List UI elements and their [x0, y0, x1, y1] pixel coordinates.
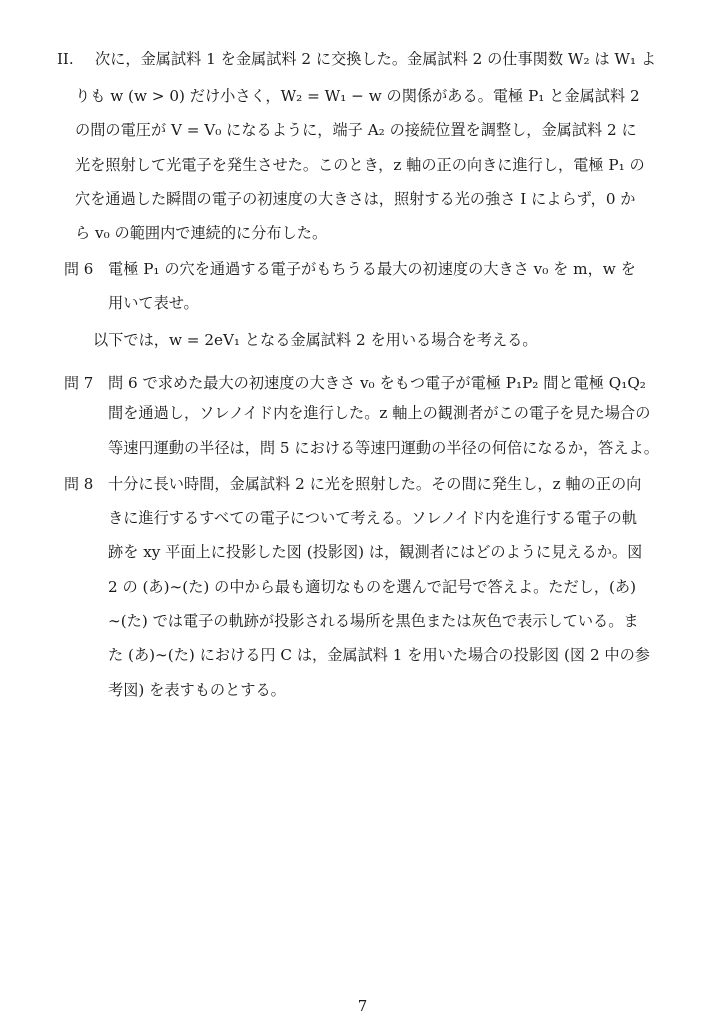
- question-6-label: 問 6: [64, 260, 94, 278]
- section-line: 光を照射して光電子を発生させた。このとき，z 軸の正の向きに進行し，電極 P₁ の: [75, 156, 645, 174]
- assumption-note: 以下では，w = 2eV₁ となる金属試料 2 を用いる場合を考える。: [93, 331, 538, 349]
- section-number: II.: [57, 50, 74, 68]
- section-line: 次に，金属試料 1 を金属試料 2 に交換した。金属試料 2 の仕事関数 W₂ は W₁ よ: [95, 50, 657, 68]
- section-line: りも w (w > 0) だけ小さく，W₂ = W₁ − w の関係がある。電極 P₁ と金属試料 2: [75, 87, 640, 105]
- section-line: の間の電圧が V = V₀ になるように，端子 A₂ の接続位置を調整し，金属試料 2 に: [75, 121, 637, 139]
- question-8-line: た (あ)∼(た) における円 C は，金属試料 1 を用いた場合の投影図 (図 2 中の参: [108, 646, 650, 664]
- section-line: 穴を通過した瞬間の電子の初速度の大きさは，照射する光の強さ I によらず，0 か: [75, 190, 636, 208]
- question-8-line: 跡を xy 平面上に投影した図 (投影図) は，観測者にはどのように見えるか。図: [108, 543, 643, 561]
- question-7-line: 間を通過し，ソレノイド内を進行した。z 軸上の観測者がこの電子を見た場合の: [108, 404, 651, 422]
- question-7-label: 問 7: [64, 374, 94, 392]
- section-line: ら v₀ の範囲内で連続的に分布した。: [75, 224, 328, 242]
- question-8-line: ∼(た) では電子の軌跡が投影される場所を黒色または灰色で表示している。ま: [108, 612, 639, 630]
- question-8-line: 十分に長い時間，金属試料 2 に光を照射した。その間に発生し，z 軸の正の向: [108, 475, 642, 493]
- question-7-line: 等速円運動の半径は，問 5 における等速円運動の半径の何倍になるか，答えよ。: [108, 439, 659, 457]
- question-6-line: 用いて表せ。: [108, 294, 199, 312]
- question-8-line: きに進行するすべての電子について考える。ソレノイド内を進行する電子の軌: [108, 509, 637, 527]
- page-number: 7: [357, 997, 368, 1015]
- question-8-line: 考図) を表すものとする。: [108, 681, 286, 699]
- question-6-line: 電極 P₁ の穴を通過する電子がもちうる最大の初速度の大きさ v₀ を m，w を: [108, 260, 636, 278]
- question-8-line: 2 の (あ)∼(た) の中から最も適切なものを選んで記号で答えよ。ただし，(あ): [108, 578, 637, 596]
- question-8-label: 問 8: [64, 475, 94, 493]
- question-7-line: 問 6 で求めた最大の初速度の大きさ v₀ をもつ電子が電極 P₁P₂ 間と電極 Q₁Q₂: [108, 374, 646, 392]
